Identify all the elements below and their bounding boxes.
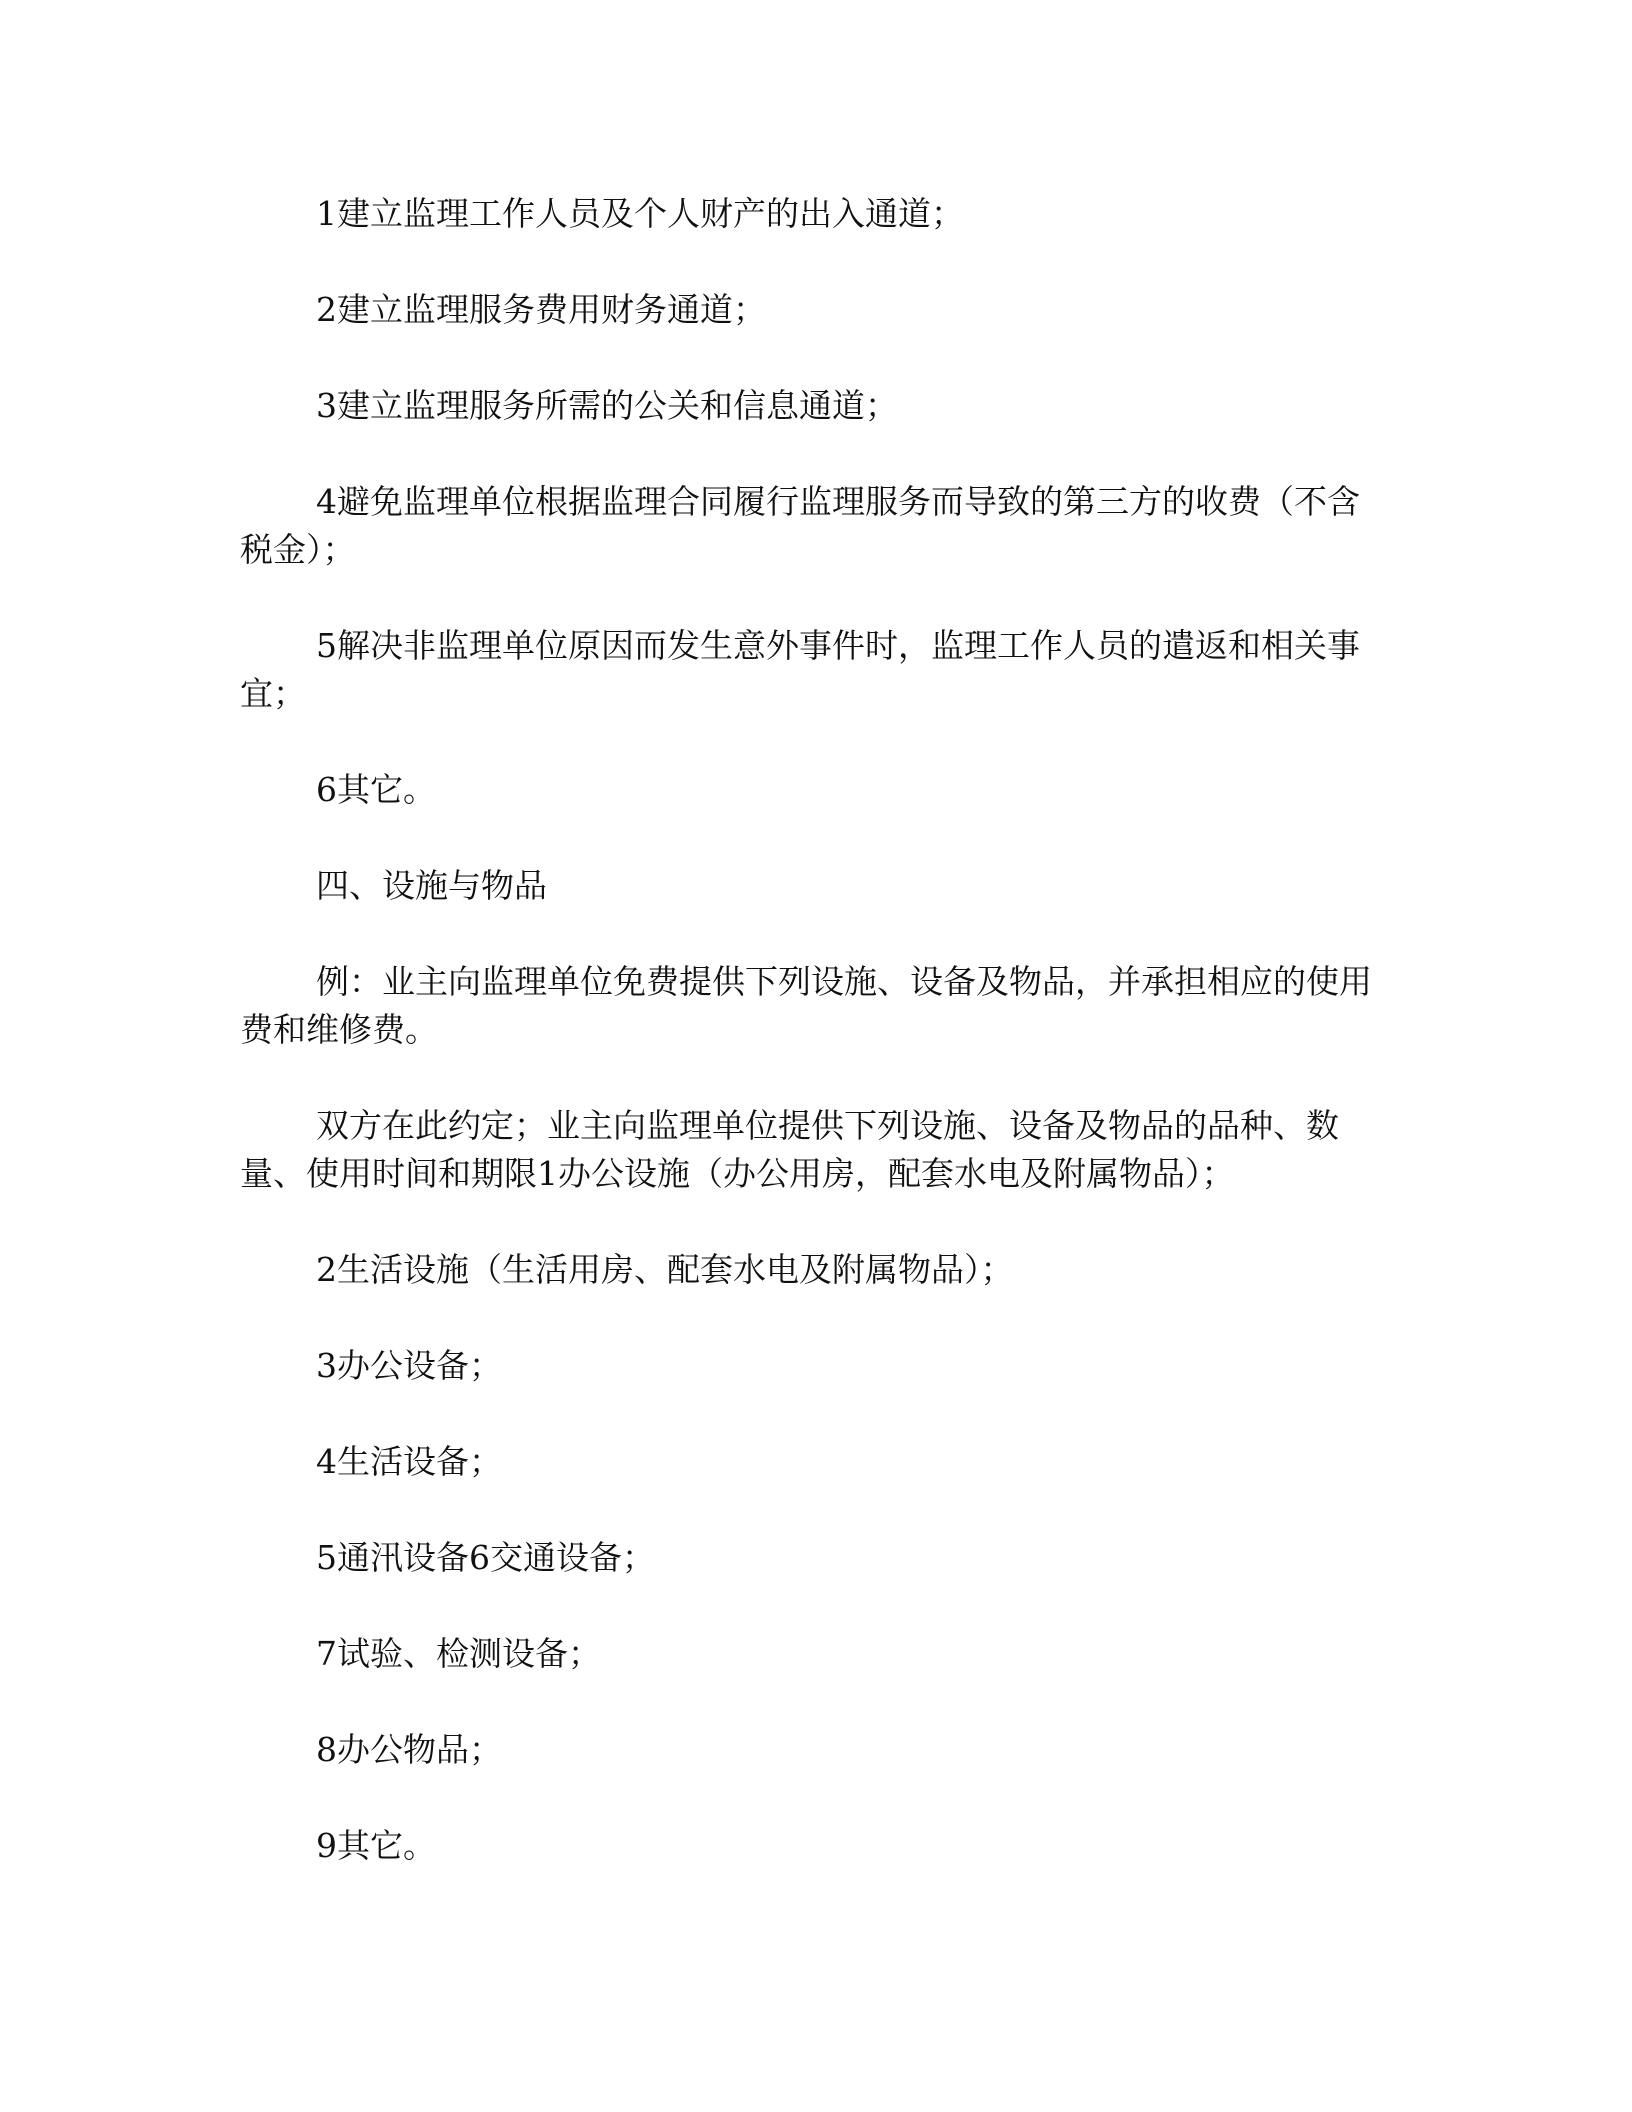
paragraph-1: 1建立监理工作人员及个人财产的出入通道；: [316, 194, 964, 233]
paragraph-item-7: 7试验、检测设备；: [316, 1634, 601, 1673]
document-body: [240, 190, 1390, 1918]
paragraph-agreement: 双方在此约定；业主向监理单位提供下列设施、设备及物品的品种、数量、使用时间和期限1办公设施（办公用房，配套水电及附属物品）；: [240, 1106, 1339, 1193]
paragraph-item-5-6: 5通汛设备6交通设备；: [316, 1538, 655, 1577]
paragraph-example: 例：业主向监理单位免费提供下列设施、设备及物品，并承担相应的使用费和维修费。: [240, 962, 1372, 1049]
paragraph-item-3: 3办公设备；: [316, 1346, 502, 1385]
paragraph-6: 6其它。: [316, 770, 436, 809]
paragraph-item-8: 8办公物品；: [316, 1730, 502, 1769]
paragraph-item-2: 2生活设施（生活用房、配套水电及附属物品）；: [316, 1250, 1014, 1289]
paragraph-item-9: 9其它。: [316, 1826, 436, 1865]
paragraph-item-4: 4生活设备；: [316, 1442, 502, 1481]
paragraph-5: 5解决非监理单位原因而发生意外事件时，监理工作人员的遣返和相关事宜；: [240, 626, 1360, 713]
section-heading: 四、设施与物品: [316, 866, 547, 905]
paragraph-3: 3建立监理服务所需的公关和信息通道；: [316, 386, 898, 425]
paragraph-4: 4避免监理单位根据监理合同履行监理服务而导致的第三方的收费（不含税金）；: [240, 482, 1360, 569]
paragraph-2: 2建立监理服务费用财务通道；: [316, 290, 766, 329]
